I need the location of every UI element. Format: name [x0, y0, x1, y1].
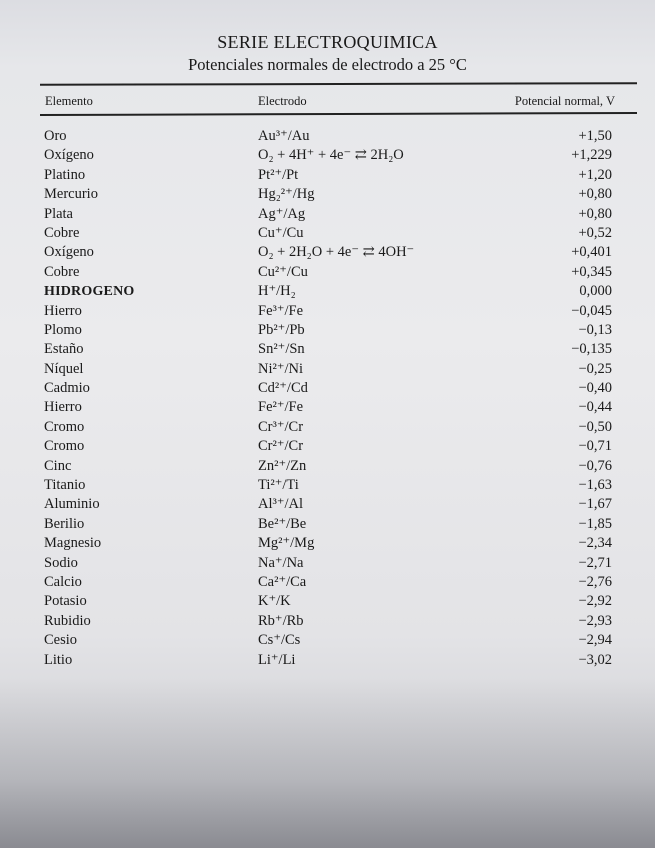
table-row: [0, 380, 655, 399]
electrode-cell: Li⁺/Li: [258, 651, 296, 668]
table-body: [0, 128, 655, 671]
potential-cell: −0,045: [571, 302, 612, 319]
table-row: [0, 613, 655, 632]
element-cell: Mercurio: [44, 186, 98, 203]
element-cell: Cromo: [44, 418, 85, 435]
element-cell: Oxígeno: [44, 147, 94, 164]
potential-cell: −3,02: [578, 651, 612, 668]
element-cell: Hierro: [44, 399, 82, 416]
potential-cell: −0,13: [578, 321, 612, 338]
element-cell: Cesio: [44, 632, 78, 649]
element-cell: HIDROGENO: [44, 284, 135, 300]
potential-cell: +0,80: [578, 186, 612, 203]
potential-cell: −2,71: [578, 554, 612, 571]
potential-cell: −2,34: [578, 535, 612, 552]
element-cell: Oro: [44, 128, 67, 144]
potential-cell: +0,401: [571, 244, 612, 261]
element-cell: Plomo: [44, 321, 82, 338]
document-subtitle: Potenciales normales de electrodo a 25 °C: [188, 55, 467, 74]
element-cell: Cobre: [44, 224, 80, 241]
photo-shadow: [0, 678, 655, 848]
element-cell: Hierro: [44, 302, 82, 319]
potential-cell: −2,93: [578, 612, 612, 629]
element-cell: Sodio: [44, 554, 78, 571]
potential-cell: −0,25: [578, 360, 612, 377]
electrode-cell: Cd²⁺/Cd: [258, 380, 308, 397]
table-row: [0, 283, 655, 302]
element-cell: Cadmio: [44, 380, 90, 397]
electrode-cell: Cu⁺/Cu: [258, 224, 304, 241]
electrode-cell: Zn²⁺/Zn: [258, 457, 307, 474]
electrode-cell: Ca²⁺/Ca: [258, 573, 307, 590]
potential-cell: −2,76: [578, 573, 612, 590]
table-row: [0, 322, 655, 341]
electrode-cell: Ti²⁺/Ti: [258, 477, 299, 494]
electrode-cell: Mg²⁺/Mg: [258, 535, 315, 552]
electrode-cell: Al³⁺/Al: [258, 496, 304, 513]
table-row: [0, 399, 655, 418]
electrode-cell: Au³⁺/Au: [258, 128, 310, 144]
electrode-cell: Pt²⁺/Pt: [258, 166, 299, 183]
element-cell: Rubidio: [44, 612, 91, 629]
table-row: [0, 419, 655, 438]
element-cell: Cromo: [44, 438, 85, 455]
table-row: [0, 147, 655, 166]
electrode-cell: Ag⁺/Ag: [258, 205, 306, 222]
table-row: [0, 341, 655, 360]
electrode-cell: K⁺/K: [258, 593, 291, 610]
table-row: [0, 128, 655, 147]
potential-cell: −0,71: [578, 438, 612, 455]
potential-cell: −1,85: [578, 515, 612, 532]
potential-cell: −1,63: [578, 477, 612, 494]
electrode-cell: Rb⁺/Rb: [258, 612, 304, 629]
electrode-cell: Cr²⁺/Cr: [258, 438, 304, 455]
element-cell: Titanio: [44, 477, 86, 494]
element-cell: Magnesio: [44, 535, 102, 552]
potential-cell: +1,20: [578, 166, 612, 183]
element-cell: Estaño: [44, 341, 84, 358]
table-row: [0, 535, 655, 554]
document-title: SERIE ELECTROQUIMICA: [217, 32, 438, 52]
electrode-cell: Cu²⁺/Cu: [258, 263, 308, 280]
table-row: [0, 264, 655, 283]
potential-cell: −2,92: [578, 593, 612, 610]
potential-cell: −2,94: [578, 632, 612, 649]
potential-cell: +1,50: [578, 128, 612, 144]
table-row: [0, 244, 655, 263]
table-row: [0, 206, 655, 225]
potential-cell: +0,345: [571, 263, 612, 280]
table-row: [0, 555, 655, 574]
element-cell: Platino: [44, 166, 86, 183]
potential-cell: +0,80: [578, 205, 612, 222]
header-element: Elemento: [45, 94, 93, 108]
table-row: [0, 458, 655, 477]
electrode-cell: Cr³⁺/Cr: [258, 418, 304, 435]
table-row: [0, 303, 655, 322]
table-row: [0, 186, 655, 205]
element-cell: Cobre: [44, 263, 80, 280]
table-header-rule: [40, 112, 637, 116]
electrode-cell: Ni²⁺/Ni: [258, 360, 304, 377]
table-row: [0, 593, 655, 612]
element-cell: Cinc: [44, 457, 72, 474]
potential-cell: −0,50: [578, 418, 612, 435]
table-row: [0, 574, 655, 593]
header-potential: Potencial normal, V: [514, 94, 615, 108]
table-row: [0, 652, 655, 671]
table-row: [0, 477, 655, 496]
table-row: [0, 225, 655, 244]
potential-cell: −1,67: [578, 496, 612, 513]
table-row: [0, 516, 655, 535]
electrode-cell: Pb²⁺/Pb: [258, 321, 305, 338]
potential-cell: −0,135: [571, 341, 612, 358]
table-row: [0, 361, 655, 380]
electrode-cell: Cs⁺/Cs: [258, 632, 301, 649]
element-cell: Oxígeno: [44, 244, 94, 261]
element-cell: Calcio: [44, 573, 82, 590]
table-row: [0, 438, 655, 457]
potential-cell: −0,40: [578, 380, 612, 397]
electrode-cell: Sn²⁺/Sn: [258, 341, 305, 358]
electrode-cell: O₂ + 2H₂O + 4e⁻ ⇄ 4OH⁻: [258, 244, 415, 261]
element-cell: Potasio: [44, 593, 87, 610]
electrode-cell: Fe²⁺/Fe: [258, 399, 304, 416]
table-top-rule: [40, 82, 637, 85]
element-cell: Níquel: [44, 360, 84, 377]
element-cell: Berilio: [44, 515, 85, 532]
table-row: [0, 632, 655, 651]
element-cell: Plata: [44, 205, 73, 222]
potential-cell: 0,000: [579, 283, 612, 300]
header-electrode: Electrodo: [258, 94, 307, 108]
electrode-cell: Be²⁺/Be: [258, 515, 307, 532]
potential-cell: +1,229: [571, 147, 612, 164]
electrode-cell: Na⁺/Na: [258, 554, 304, 571]
element-cell: Aluminio: [44, 496, 100, 513]
table-row: [0, 167, 655, 186]
electrode-cell: H⁺/H₂: [258, 283, 296, 300]
electrode-cell: Fe³⁺/Fe: [258, 302, 304, 319]
potential-cell: −0,76: [578, 457, 612, 474]
potential-cell: −0,44: [578, 399, 612, 416]
table-row: [0, 496, 655, 515]
element-cell: Litio: [44, 651, 73, 668]
electrode-cell: Hg₂²⁺/Hg: [258, 186, 315, 203]
electrode-cell: O₂ + 4H⁺ + 4e⁻ ⇄ 2H₂O: [258, 147, 404, 164]
potential-cell: +0,52: [578, 224, 612, 241]
